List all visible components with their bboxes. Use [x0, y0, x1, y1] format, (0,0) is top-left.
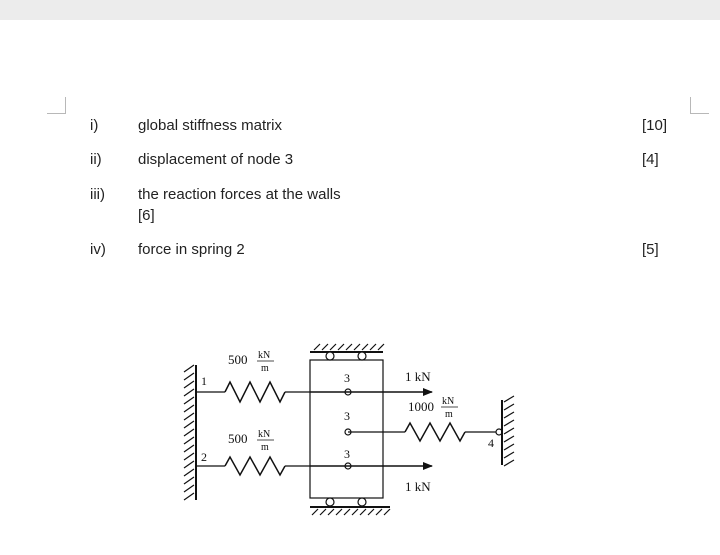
spring-1-label: 500	[228, 352, 248, 367]
spring-3-unit-num: kN	[442, 396, 455, 407]
spring-1	[225, 382, 285, 402]
question-4-marks: [5]	[642, 241, 659, 258]
left-wall	[184, 365, 196, 500]
node-label-4: 4	[488, 436, 494, 450]
top-bar	[0, 0, 720, 20]
question-1-text: global stiffness matrix	[138, 117, 282, 134]
spring-3-label: 1000	[408, 399, 434, 414]
spring-3	[405, 423, 465, 441]
node-label-2: 2	[201, 450, 207, 464]
question-3-text: the reaction forces at the walls	[138, 186, 341, 203]
question-3-marks: [6]	[138, 207, 155, 224]
question-4-number: iv)	[90, 241, 106, 258]
spring-system-diagram	[170, 330, 530, 530]
node-label-3-bottom: 3	[344, 447, 350, 461]
spring-1-unit-num: kN	[258, 350, 271, 361]
node-label-3-middle: 3	[344, 409, 350, 423]
spring-2	[225, 457, 285, 475]
margin-corner-left	[47, 97, 66, 114]
question-2-number: ii)	[90, 151, 102, 168]
top-roller-support	[310, 344, 384, 360]
question-1-marks: [10]	[642, 117, 668, 134]
right-wall	[502, 396, 514, 466]
spring-2-unit-den: m	[261, 442, 269, 453]
node-label-3-top: 3	[344, 371, 350, 385]
node-label-1: 1	[201, 374, 207, 388]
force-top-label: 1 kN	[405, 369, 431, 384]
bottom-roller-support	[310, 498, 390, 515]
force-bottom-label: 1 kN	[405, 479, 431, 494]
question-4-text: force in spring 2	[138, 241, 245, 258]
question-2-marks: [4]	[642, 151, 659, 168]
question-2-text: displacement of node 3	[138, 151, 294, 168]
question-1-number: i)	[90, 117, 99, 134]
margin-corner-right	[690, 97, 709, 114]
spring-3-unit-den: m	[445, 409, 453, 420]
spring-2-unit-num: kN	[258, 429, 271, 440]
spring-1-unit-den: m	[261, 363, 269, 374]
spring-2-label: 500	[228, 431, 248, 446]
question-3-number: iii)	[90, 186, 105, 203]
